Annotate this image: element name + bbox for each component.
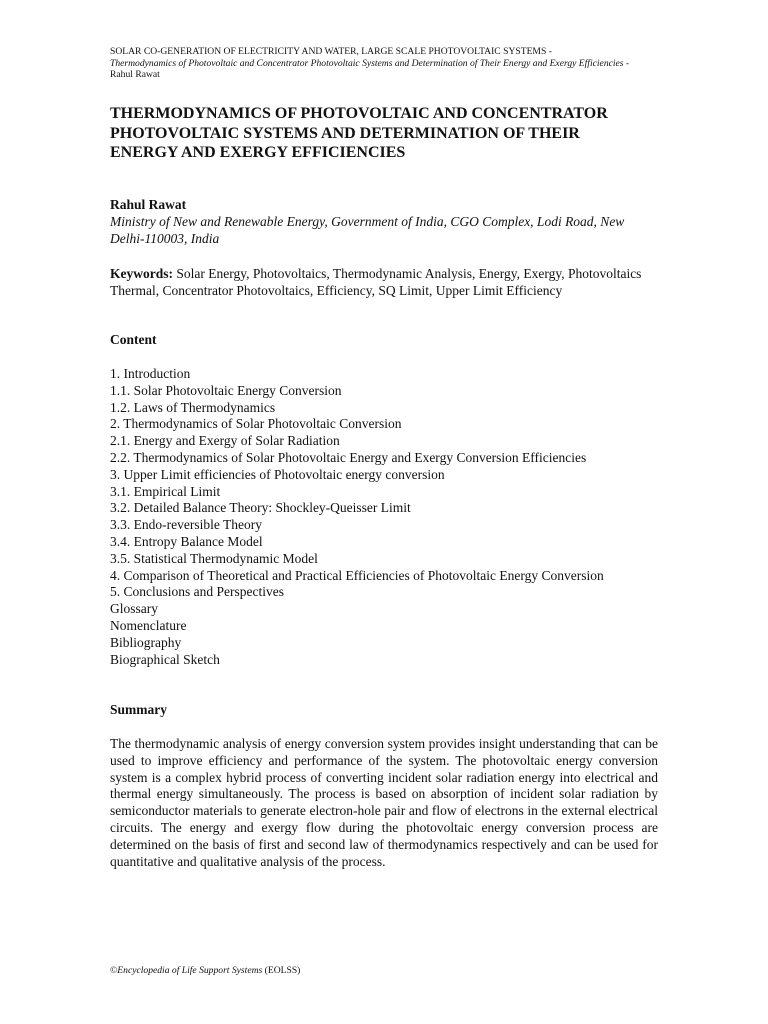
keywords-text: Solar Energy, Photovoltaics, Thermodynamic Analysis, Energy, Exergy, Photovoltaics Thermal, Concentrator Photovoltaics, Efficiency, SQ Limit, Upper Limit Efficiency — [110, 266, 642, 298]
toc-item: 1.2. Laws of Thermodynamics — [110, 399, 276, 415]
toc-item: 2.2. Thermodynamics of Solar Photovoltaic Energy and Exergy Conversion Efficiencies — [110, 449, 587, 465]
footer-tail: (EOLSS) — [262, 965, 301, 976]
author-name: Rahul Rawat — [110, 197, 187, 212]
keywords-paragraph — [110, 265, 658, 299]
running-header-series: SOLAR CO-GENERATION OF ELECTRICITY AND WATER, LARGE SCALE PHOTOVOLTAIC SYSTEMS - — [110, 46, 552, 57]
toc-item: 3.3. Endo-reversible Theory — [110, 517, 262, 533]
toc-item: 1.1. Solar Photovoltaic Energy Conversion — [110, 382, 342, 398]
toc-item: 3.2. Detailed Balance Theory: Shockley-Queisser Limit — [110, 500, 411, 516]
document-title: THERMODYNAMICS OF PHOTOVOLTAIC AND CONCENTRATOR PHOTOVOLTAIC SYSTEMS AND DETERMINATION OF THEIR ENERGY AND EXERGY EFFICIENCIES — [110, 105, 608, 161]
footer-publication: Encyclopedia of Life Support Systems — [117, 965, 263, 976]
content-heading: Content — [110, 332, 157, 347]
page-footer — [110, 965, 300, 976]
toc-item: 3.5. Statistical Thermodynamic Model — [110, 550, 318, 566]
toc-item: 2.1. Energy and Exergy of Solar Radiation — [110, 433, 340, 449]
summary-heading: Summary — [110, 702, 167, 717]
running-header-author: - Rahul Rawat — [110, 57, 630, 80]
toc-item: 2. Thermodynamics of Solar Photovoltaic Conversion — [110, 416, 402, 432]
running-header-chapter-title: Thermodynamics of Photovoltaic and Concentrator Photovoltaic Systems and Determination of Their Energy and Exergy Efficiencies — [110, 57, 624, 69]
copyright-symbol: © — [110, 965, 118, 976]
running-header-chapter — [110, 58, 640, 81]
toc-item: 3.4. Entropy Balance Model — [110, 533, 263, 549]
toc-item: 3. Upper Limit efficiencies of Photovoltaic energy conversion — [110, 466, 445, 482]
toc-item: Biographical Sketch — [110, 651, 220, 667]
toc-item: 3.1. Empirical Limit — [110, 483, 221, 499]
keywords-label: Keywords: — [110, 266, 173, 281]
toc-item: 4. Comparison of Theoretical and Practical Efficiencies of Photovoltaic Energy Conversion — [110, 567, 604, 583]
toc-item: 1. Introduction — [110, 366, 191, 381]
toc-item: Bibliography — [110, 634, 182, 650]
toc-item: Glossary — [110, 601, 158, 617]
toc-item: Nomenclature — [110, 617, 187, 633]
author-affiliation: Ministry of New and Renewable Energy, Government of India, CGO Complex, Lodi Road, New Delhi-110003, India — [110, 214, 625, 246]
running-header — [110, 46, 640, 81]
table-of-contents — [110, 366, 660, 668]
summary-paragraph: The thermodynamic analysis of energy conversion system provides insight understanding that can be used to improve efficiency and performance of the system. The photovoltaic energy conversion system is a complex hybrid process of converting incident solar radiation energy into electrical and thermal energy simultaneously. The process is based on absorption of incident solar radiation by semiconductor materials to generate electron-hole pair and flow of electrons in the external electrical circuits. The energy and exergy flow during the photovoltaic energy conversion process are determined on the basis of first and second law of thermodynamics respectively and can be used for quantitative and qualitative analysis of the process. — [110, 736, 658, 869]
toc-item: 5. Conclusions and Perspectives — [110, 584, 284, 600]
